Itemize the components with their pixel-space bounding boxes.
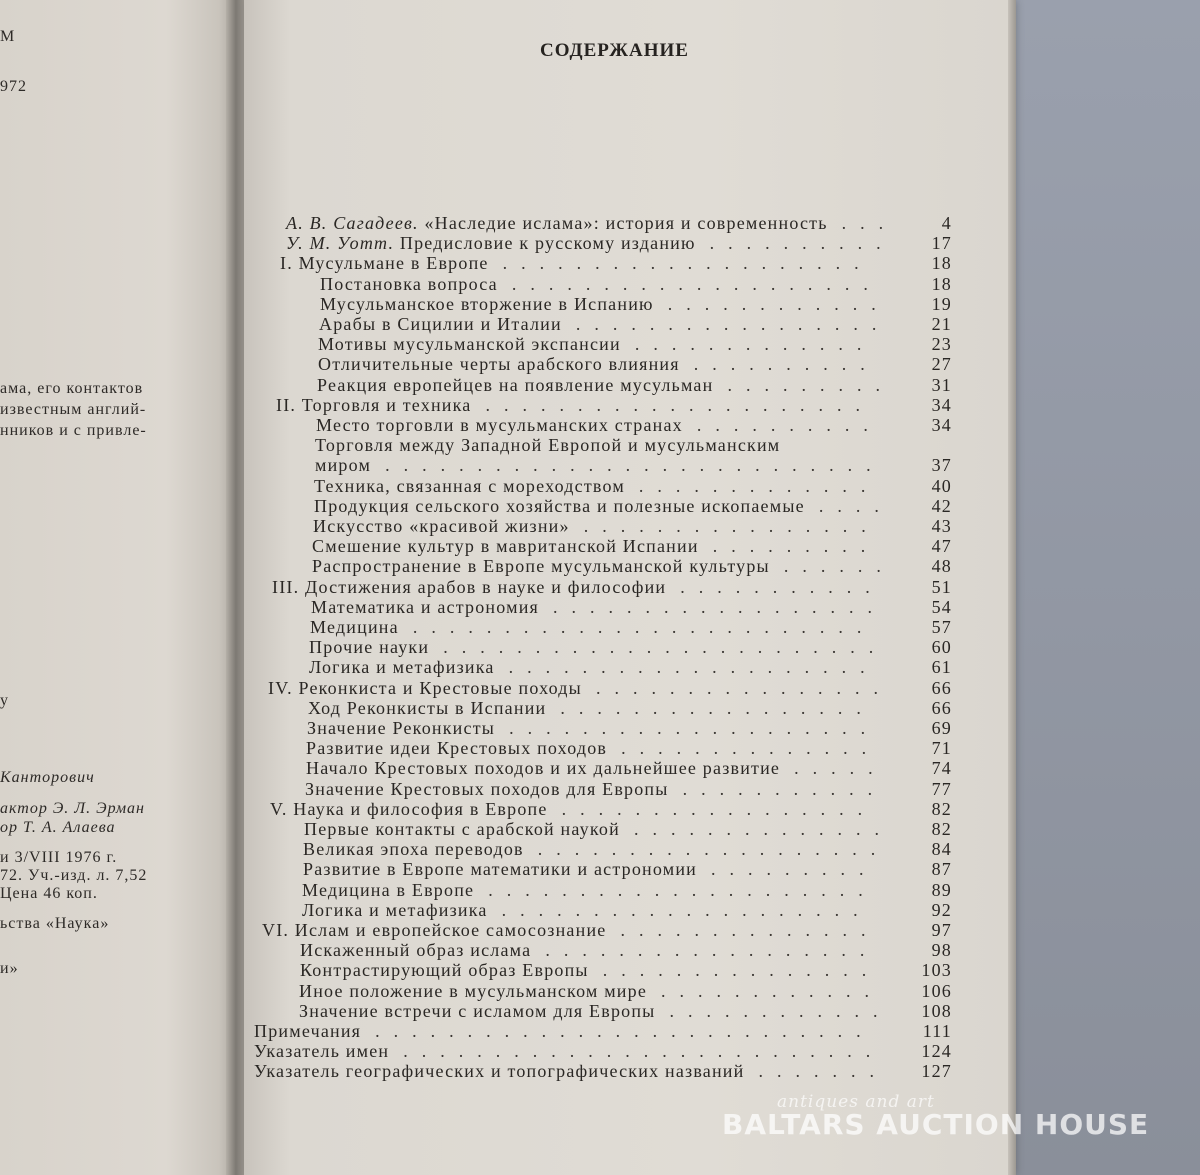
- toc-entry-title: Контрастирующий образ Европы: [300, 960, 589, 981]
- left-page-line: Канторович: [0, 769, 95, 786]
- toc-entry-page: 27: [931, 354, 952, 375]
- toc-entry-page: 31: [931, 374, 952, 395]
- toc-entry: [268, 678, 952, 698]
- toc-entry-title: Указатель имен: [254, 1041, 390, 1062]
- toc-entry: [262, 920, 952, 940]
- toc-leader-dots: .....................: [485, 394, 874, 415]
- toc-entry: [302, 900, 952, 920]
- left-page-line: 972: [0, 78, 27, 95]
- toc-entry: [313, 516, 952, 536]
- toc-entry-title: Торговля между Западной Европой и мусульманским: [315, 435, 781, 456]
- toc-entry-author: А. В. Сагадеев.: [286, 213, 419, 233]
- toc-entry-page: 23: [931, 334, 952, 355]
- toc-entry-page: 40: [931, 475, 952, 496]
- toc-entry-page: 98: [931, 940, 952, 961]
- toc-leader-dots: ...................: [537, 839, 890, 860]
- toc-entry-title: Начало Крестовых походов и их дальнейшее развитие: [306, 758, 781, 779]
- toc-entry-title: II. Торговля и техника: [276, 394, 472, 415]
- toc-leader-dots: ..........................: [403, 1041, 885, 1062]
- toc-entry: [315, 435, 952, 455]
- toc-leader-dots: ........................: [443, 637, 888, 658]
- toc-entry-title: Иное положение в мусульманском мире: [299, 980, 648, 1001]
- toc-entry-title: Примечания: [254, 1021, 362, 1041]
- toc-entry-title: Значение Крестовых походов для Европы: [305, 778, 669, 799]
- toc-entry-title: Постановка вопроса: [320, 273, 498, 294]
- toc-entry-page: 54: [931, 596, 952, 617]
- toc-entry-page: 60: [931, 637, 952, 658]
- toc-leader-dots: .....................: [488, 879, 877, 900]
- toc-entry-title: миром: [315, 455, 372, 476]
- toc-entry-title: Медицина в Европе: [302, 879, 475, 900]
- toc-entry-page: 19: [931, 293, 952, 314]
- toc-entry-page: 42: [931, 495, 952, 516]
- toc-entry-title: Искусство «красивой жизни»: [313, 516, 570, 536]
- toc-entry: [318, 334, 952, 354]
- toc-entry: [311, 597, 952, 617]
- left-page-line: ор Т. А. Алаева: [0, 819, 116, 836]
- toc-entry: [254, 1021, 952, 1041]
- toc-leader-dots: ...............: [602, 960, 881, 981]
- left-page-line: и 3/VIII 1976 г.: [0, 849, 118, 866]
- toc-entry: [320, 274, 952, 294]
- toc-entry-page: 124: [921, 1041, 952, 1062]
- toc-entry-page: 103: [921, 960, 952, 981]
- toc-entry-title: Указатель географических и топографических названий: [254, 1061, 745, 1082]
- toc-entry-page: 92: [931, 899, 952, 920]
- toc-entry-title: VI. Ислам и европейское самосознание: [262, 920, 607, 940]
- toc-entry-page: 106: [921, 980, 952, 1001]
- toc-entry-title: Смешение культур в мавританской Испании: [312, 536, 699, 557]
- toc-leader-dots: ..........: [696, 415, 882, 435]
- left-page-line: известным англий-: [0, 401, 147, 418]
- toc-entry: [286, 233, 952, 253]
- toc-leader-dots: ............: [661, 980, 884, 1001]
- toc-leader-dots: ..................: [545, 940, 879, 961]
- toc-entry-page: 47: [931, 536, 952, 557]
- toc-entry-title: I. Мусульмане в Европе: [280, 253, 489, 274]
- toc-entry: [312, 556, 952, 576]
- toc-entry: [320, 294, 952, 314]
- toc-entry-page: 57: [931, 617, 952, 637]
- toc-entry: [304, 819, 952, 839]
- toc-leader-dots: .................: [560, 697, 875, 718]
- toc-leader-dots: .................: [561, 798, 877, 819]
- toc-entry-title: А. В. Сагадеев. «Наследие ислама»: история и современность: [286, 213, 828, 233]
- toc-leader-dots: .................: [575, 314, 891, 334]
- toc-entry-page: 48: [931, 556, 952, 577]
- toc-entry-title: Продукция сельского хозяйства и полезные ископаемые: [314, 495, 805, 516]
- toc-entry-title: Реакция европейцев на появление мусульман: [317, 374, 714, 395]
- toc-entry-title: Великая эпоха переводов: [303, 839, 524, 860]
- toc-leader-dots: .......: [758, 1061, 888, 1082]
- toc-entry: [308, 698, 952, 718]
- toc-entry-title: Мусульманское вторжение в Испанию: [320, 293, 654, 314]
- toc-entry: [300, 940, 952, 960]
- toc-entry: [316, 415, 952, 435]
- left-page-line: ьства «Наука»: [0, 915, 110, 932]
- toc-entry-title: IV. Реконкиста и Крестовые походы: [268, 677, 582, 698]
- toc-entry: [310, 617, 952, 637]
- toc-entry: [270, 799, 952, 819]
- toc-entry: [254, 1041, 952, 1061]
- toc-entry-title: V. Наука и философия в Европе: [270, 798, 548, 819]
- left-page-line: Цена 46 коп.: [0, 885, 98, 902]
- toc-leader-dots: ......: [783, 556, 895, 577]
- watermark-script: antiques and art: [777, 1092, 935, 1112]
- toc-leader-dots: .........................: [412, 617, 876, 637]
- toc-entry-title: Ход Реконкисты в Испании: [308, 697, 547, 718]
- toc-entry-title: Арабы в Сицилии и Италии: [319, 314, 562, 334]
- toc-entry-title: Место торговли в мусульманских странах: [316, 415, 683, 435]
- toc-entry-page: 66: [931, 677, 952, 698]
- left-page-line: актор Э. Л. Эрман: [0, 800, 145, 817]
- toc-leader-dots: .........: [712, 536, 880, 557]
- toc-entry-page: 37: [931, 455, 952, 476]
- toc-leader-dots: ................: [595, 677, 892, 698]
- toc-entry: [309, 637, 952, 657]
- toc-entry: [312, 536, 952, 556]
- toc-entry: [317, 375, 952, 395]
- watermark: [722, 1080, 1150, 1160]
- toc-entry-page: 77: [931, 778, 952, 799]
- left-page-line: и»: [0, 960, 19, 977]
- toc-entry-title: Развитие в Европе математики и астрономии: [303, 859, 698, 880]
- toc-entry-page: 82: [931, 819, 952, 839]
- toc-leader-dots: ............: [669, 1000, 892, 1021]
- toc-entry-page: 89: [931, 879, 952, 900]
- toc-entry-title: Значение встречи с исламом для Европы: [299, 1000, 656, 1021]
- toc-entry-title: Логика и метафизика: [302, 899, 488, 920]
- toc-entry-page: 97: [931, 920, 952, 940]
- toc-leader-dots: ..............: [620, 920, 880, 940]
- toc-leader-dots: ....................: [502, 253, 873, 274]
- toc-entry-page: 51: [931, 576, 952, 597]
- toc-entry-title: Техника, связанная с мореходством: [314, 475, 625, 496]
- toc-entry: [280, 253, 952, 273]
- toc-entry: [307, 718, 952, 738]
- toc-entry: [306, 758, 952, 778]
- toc-leader-dots: ...........: [680, 576, 884, 597]
- toc-entry: [305, 779, 952, 799]
- toc-leader-dots: ....: [818, 495, 893, 516]
- toc-entry-title: Значение Реконкисты: [307, 718, 496, 738]
- page-title: СОДЕРЖАНИЕ: [540, 40, 689, 61]
- toc-leader-dots: ...........: [682, 778, 887, 799]
- toc-entry: [303, 859, 952, 879]
- toc-entry-title: Искаженный образ ислама: [300, 940, 532, 961]
- toc-entry: [300, 960, 952, 980]
- toc-leader-dots: ..................: [553, 596, 887, 617]
- toc-leader-dots: ...: [841, 213, 898, 233]
- toc-entry-title: Первые контакты с арабской наукой: [304, 819, 620, 839]
- toc-entry: [254, 1061, 952, 1081]
- toc-entry-page: 87: [931, 859, 952, 880]
- toc-entry-page: 69: [931, 718, 952, 738]
- left-page-line: нников и с привле-: [0, 422, 147, 439]
- toc-entry: [309, 657, 952, 677]
- toc-leader-dots: ....................: [511, 273, 882, 294]
- toc-entry-page: 66: [931, 697, 952, 718]
- toc-entry-title: Мотивы мусульманской экспансии: [318, 334, 621, 355]
- toc-entry: [299, 981, 952, 1001]
- toc-entry-page: 61: [931, 657, 952, 678]
- toc-entry: [303, 839, 952, 859]
- toc-entry-page: 18: [931, 253, 952, 274]
- toc-entry-page: 111: [922, 1021, 952, 1041]
- toc-entry: [314, 476, 952, 496]
- toc-leader-dots: ............: [667, 293, 890, 314]
- toc-leader-dots: ..........: [709, 233, 895, 254]
- toc-entry-title: Логика и метафизика: [309, 657, 495, 678]
- toc-leader-dots: ................: [583, 516, 880, 536]
- toc-entry: [314, 496, 952, 516]
- toc-entry: [319, 314, 952, 334]
- toc-entry-page: 108: [921, 1000, 952, 1021]
- toc-leader-dots: ..............: [621, 738, 881, 759]
- toc-entry: [302, 880, 952, 900]
- toc-leader-dots: .............: [638, 475, 880, 496]
- toc-leader-dots: .............: [634, 334, 876, 355]
- toc-entry-page: 71: [931, 738, 952, 759]
- toc-entry-page: 74: [931, 758, 952, 779]
- toc-entry-title: Математика и астрономия: [311, 596, 540, 617]
- left-page-line: 72. Уч.-изд. л. 7,52: [0, 867, 148, 884]
- toc-entry-page: 18: [931, 273, 952, 294]
- left-page-line: М: [0, 28, 16, 45]
- toc-entry-page: 82: [931, 798, 952, 819]
- toc-leader-dots: .....: [794, 758, 887, 779]
- toc-leader-dots: ...........................: [375, 1021, 875, 1041]
- toc-leader-dots: ...........................: [385, 455, 885, 476]
- toc-entry-title: III. Достижения арабов в науке и философии: [272, 576, 667, 597]
- toc-entry-title: Медицина: [310, 617, 399, 637]
- toc-entry-title: Отличительные черты арабского влияния: [318, 354, 680, 375]
- toc-leader-dots: ....................: [509, 718, 880, 738]
- toc-entry: [276, 395, 952, 415]
- toc-entry: [286, 213, 952, 233]
- toc-entry-author: У. М. Уотт.: [286, 233, 395, 254]
- watermark-title: BALTARS AUCTION HOUSE: [722, 1108, 1150, 1141]
- toc-leader-dots: .........: [711, 859, 878, 880]
- toc-leader-dots: ..........: [693, 354, 879, 375]
- toc-leader-dots: ..............: [633, 819, 893, 839]
- toc-entry-page: 21: [931, 314, 952, 334]
- left-page-line: ама, его контактов: [0, 380, 144, 397]
- toc-entry-title: Прочие науки: [309, 637, 430, 658]
- toc-entry-page: 43: [931, 516, 952, 536]
- toc-entry-page: 4: [941, 213, 952, 233]
- toc-entry: [306, 738, 952, 758]
- toc-entry-title: Развитие идеи Крестовых походов: [306, 738, 608, 759]
- toc-entry-title: Распространение в Европе мусульманской культуры: [312, 556, 770, 577]
- toc-entry: [272, 577, 952, 597]
- toc-entry-title: У. М. Уотт. Предисловие к русскому изданию: [286, 233, 696, 254]
- toc-entry-page: 127: [921, 1061, 952, 1082]
- toc-entry-page: 34: [931, 415, 952, 435]
- toc-leader-dots: .........: [727, 374, 894, 395]
- toc-leader-dots: ....................: [501, 899, 872, 920]
- toc-entry-page: 34: [931, 394, 952, 415]
- toc-entry: [318, 354, 952, 374]
- toc-leader-dots: ....................: [508, 657, 879, 678]
- left-page-line: у: [0, 692, 9, 709]
- toc-entry: [315, 455, 952, 475]
- toc-entry: [299, 1001, 952, 1021]
- toc-entry-page: 17: [931, 233, 952, 254]
- toc-entry-page: 84: [931, 839, 952, 860]
